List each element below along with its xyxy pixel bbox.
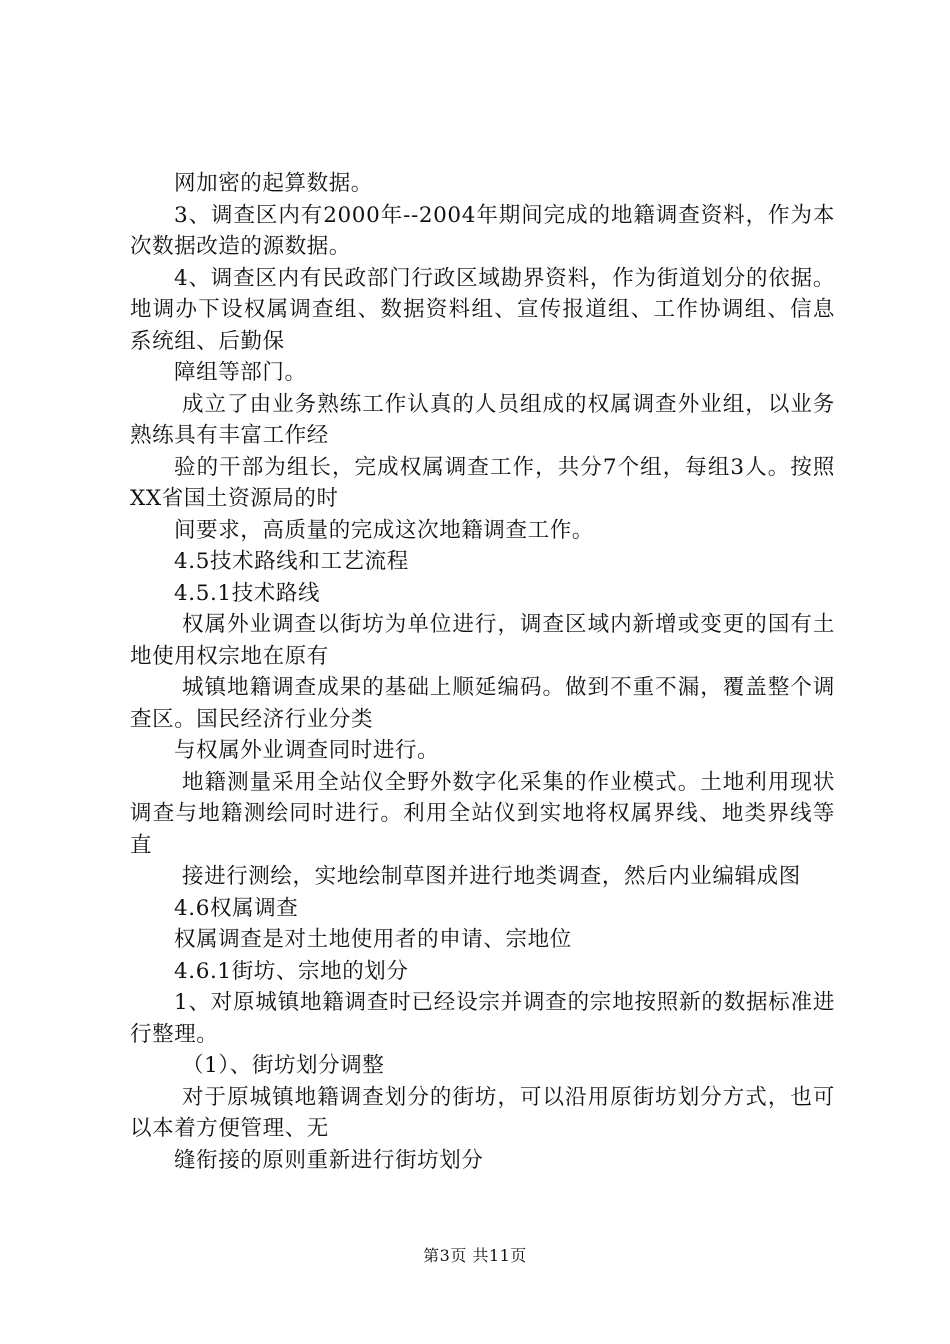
- paragraph: 4、调查区内有民政部门行政区域勘界资料，作为街道划分的依据。地调办下设权属调查组、数据资料组、宣传报道组、工作协调组、信息系统组、后勤保: [130, 265, 835, 354]
- paragraph: 网加密的起算数据。: [174, 171, 373, 196]
- paragraph: 障组等部门。: [174, 360, 307, 385]
- document-body: [130, 168, 835, 1176]
- paragraph: 成立了由业务熟练工作认真的人员组成的权属调查外业组，以业务熟练具有丰富工作经: [130, 391, 835, 448]
- paragraph: 3、调查区内有2000年--2004年期间完成的地籍调查资料，作为本次数据改造的源数据。: [130, 202, 835, 259]
- paragraph: 4.6权属调查: [174, 895, 299, 921]
- page-footer: 第3页 共11页: [423, 1246, 527, 1265]
- paragraph: 4.6.1街坊、宗地的划分: [174, 958, 409, 984]
- paragraph: 对于原城镇地籍调查划分的街坊，可以沿用原街坊划分方式，也可以本着方便管理、无: [130, 1084, 835, 1141]
- paragraph: 权属调查是对土地使用者的申请、宗地位: [174, 927, 572, 952]
- paragraph: 与权属外业调查同时进行。: [174, 738, 440, 763]
- paragraph: 地籍测量采用全站仪全野外数字化采集的作业模式。土地利用现状调查与地籍测绘同时进行。利用全站仪到实地将权属界线、地类界线等直: [130, 769, 835, 858]
- paragraph: 城镇地籍调查成果的基础上顺延编码。做到不重不漏，覆盖整个调查区。国民经济行业分类: [130, 675, 835, 732]
- paragraph: 间要求，高质量的完成这次地籍调查工作。: [174, 517, 594, 543]
- paragraph: 权属外业调查以街坊为单位进行，调查区域内新增或变更的国有土地使用权宗地在原有: [130, 612, 835, 669]
- paragraph: （1）、街坊划分调整: [182, 1053, 385, 1078]
- paragraph: 1、对原城镇地籍调查时已经设宗并调查的宗地按照新的数据标准进行整理。: [130, 990, 835, 1047]
- paragraph: 接进行测绘，实地绘制草图并进行地类调查，然后内业编辑成图: [182, 864, 801, 889]
- paragraph: 验的干部为组长，完成权属调查工作，共分7个组，每组3人。按照XX省国土资源局的时: [130, 454, 835, 511]
- paragraph: 4.5.1技术路线: [174, 580, 321, 606]
- paragraph: 4.5技术路线和工艺流程: [174, 549, 409, 574]
- paragraph: 缝衔接的原则重新进行街坊划分: [174, 1147, 484, 1173]
